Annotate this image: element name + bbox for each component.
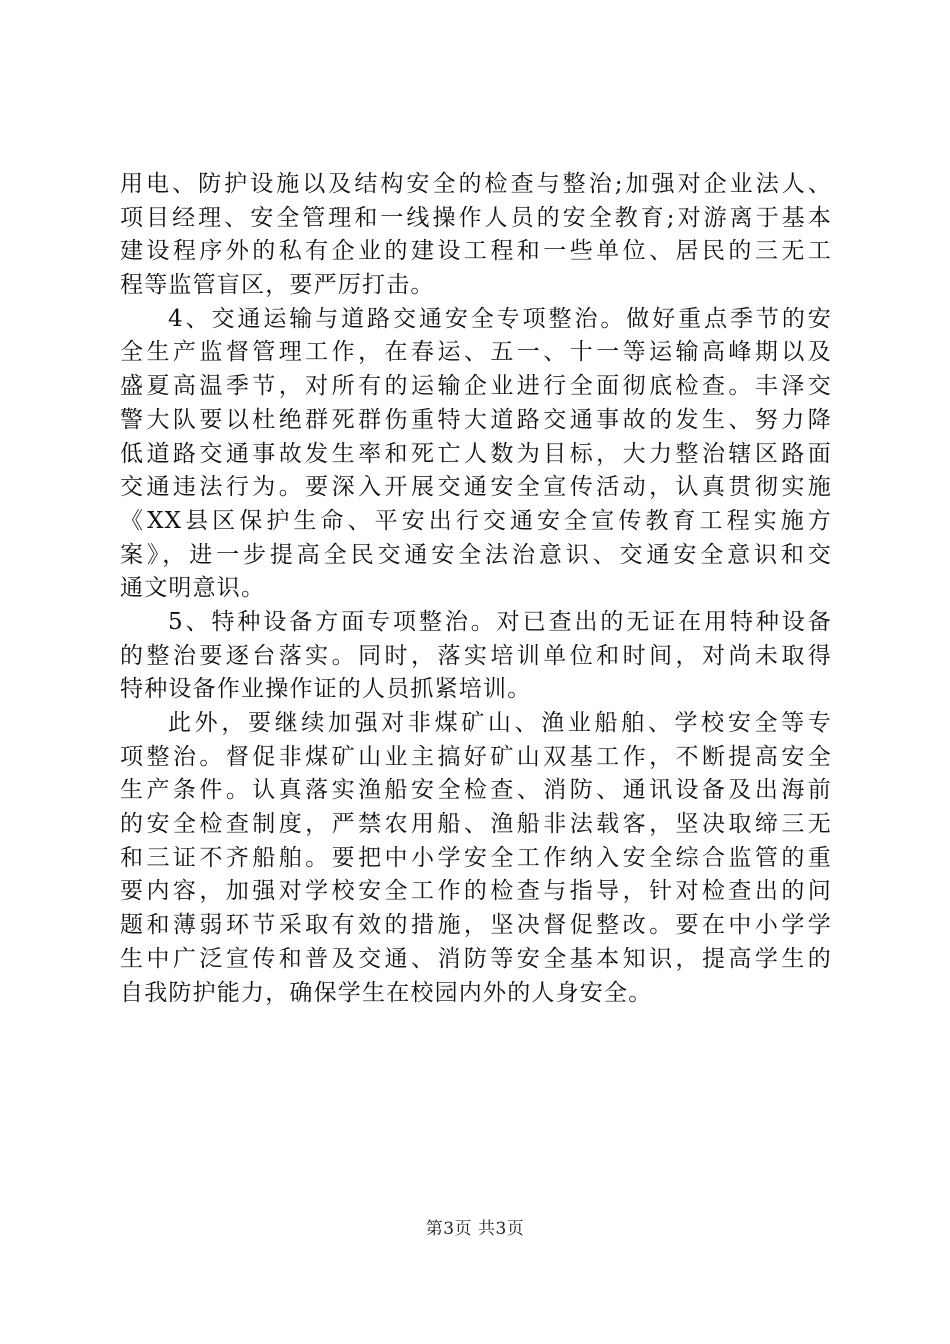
paragraph-3-line: 5、特种设备方面专项整治。对已查出的无证在用特种设备 [168,608,832,635]
paragraph-2-line: 盛夏高温季节，对所有的运输企业进行全面彻底检查。丰泽交 [120,373,832,400]
paragraph-4-line: 此外，要继续加强对非煤矿山、渔业船舶、学校安全等专 [168,710,832,736]
paragraph-4-line: 要内容，加强对学校安全工作的检查与指导，针对检查出的问 [120,878,832,905]
paragraph-2-line: 通文明意识。 [120,575,266,602]
paragraph-3-line: 特种设备作业操作证的人员抓紧培训。 [120,676,532,703]
paragraph-2-line: 4、交通运输与道路交通安全专项整治。做好重点季节的安 [168,305,832,332]
paragraph-4-line: 项整治。督促非煤矿山业主搞好矿山双基工作，不断提高安全 [120,743,832,770]
paragraph-4-line: 生中广泛宣传和普及交通、消防等安全基本知识，提高学生的 [120,945,832,972]
paragraph-2-line: 交通违法行为。要深入开展交通安全宣传活动，认真贯彻实施 [120,474,832,501]
paragraph-2-line: 低道路交通事故发生率和死亡人数为目标，大力整治辖区路面 [120,440,832,467]
paragraph-4-line: 生产条件。认真落实渔船安全检查、消防、通讯设备及出海前 [120,777,832,804]
paragraph-1-line: 建设程序外的私有企业的建设工程和一些单位、居民的三无工 [120,238,832,265]
paragraph-2-line: 案》，进一步提高全民交通安全法治意识、交通安全意识和交 [120,541,832,568]
paragraph-1-line: 程等监管盲区，要严厉打击。 [120,272,435,299]
paragraph-4-line: 和三证不齐船舶。要把中小学安全工作纳入安全综合监管的重 [120,844,832,871]
paragraph-2-line: 警大队要以杜绝群死群伤重特大道路交通事故的发生、努力降 [120,406,832,433]
paragraph-2-line: 全生产监督管理工作，在春运、五一、十一等运输高峰期以及 [120,339,832,366]
paragraph-4-line: 的安全检查制度，严禁农用船、渔船非法载客，坚决取缔三无 [120,811,832,838]
body-text [120,168,832,1010]
paragraph-4-line: 自我防护能力，确保学生在校园内外的人身安全。 [120,979,653,1006]
paragraph-2-line: 《XX县区保护生命、平安出行交通安全宣传教育工程实施方 [120,507,832,534]
paragraph-1-line: 项目经理、安全管理和一线操作人员的安全教育;对游离于基本 [120,204,832,231]
paragraph-3-line: 的整治要逐台落实。同时，落实培训单位和时间，对尚未取得 [120,642,832,669]
paragraph-1-line: 用电、防护设施以及结构安全的检查与整治;加强对企业法人、 [120,171,832,197]
page-footer [0,1217,950,1241]
paragraph-4-line: 题和薄弱环节采取有效的措施，坚决督促整改。要在中小学学 [120,912,832,939]
page-number-label: 第3页 共3页 [425,1219,525,1239]
